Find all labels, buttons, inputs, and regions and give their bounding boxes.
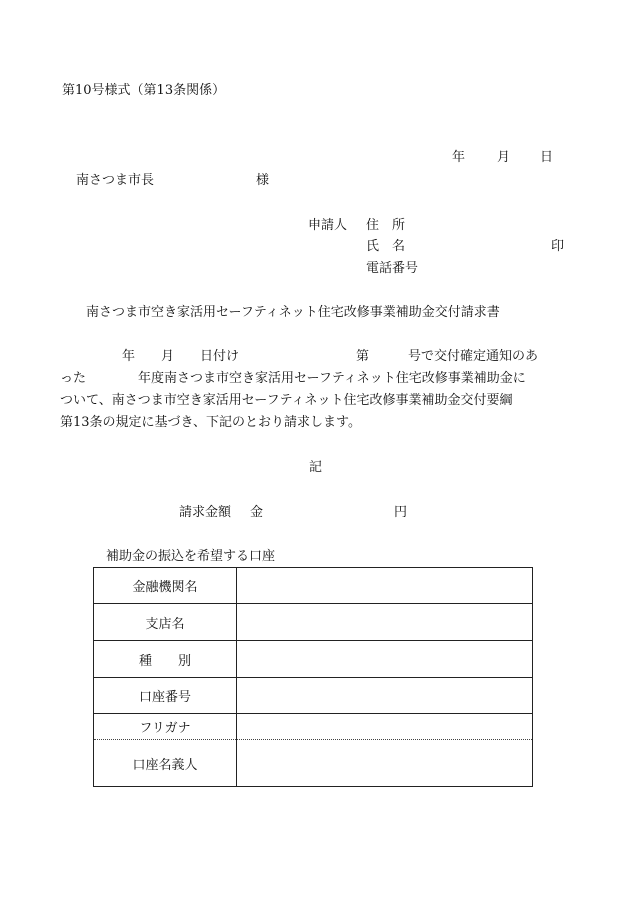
form-number: 第10号様式（第13条関係） xyxy=(62,83,226,98)
table-row xyxy=(94,740,533,787)
row-value-account-type[interactable] xyxy=(237,641,533,678)
body-line-3: ついて、南さつま市空き家活用セーフティネット住宅改修事業補助金交付要綱 xyxy=(60,393,513,408)
ki-heading: 記 xyxy=(309,460,323,475)
body-line-2: った 年度南さつま市空き家活用セーフティネット住宅改修事業補助金に xyxy=(60,371,526,386)
body-line-4: 第13条の規定に基づき、下記のとおり請求します。 xyxy=(60,415,361,430)
table-row xyxy=(94,678,533,714)
address-label: 住 所 xyxy=(366,218,406,233)
applicant-label: 申請人 xyxy=(308,218,348,233)
addressee-honorific: 様 xyxy=(256,173,270,188)
document-title: 南さつま市空き家活用セーフティネット住宅改修事業補助金交付請求書 xyxy=(86,305,500,320)
amount-label: 請求金額 xyxy=(179,505,232,520)
row-value-account-number[interactable] xyxy=(237,678,533,714)
table-row xyxy=(94,568,533,604)
row-value-branch-name[interactable] xyxy=(237,604,533,641)
date-year: 年 xyxy=(452,150,466,165)
row-label-furigana: フリガナ xyxy=(94,714,237,740)
row-value-bank-name[interactable] xyxy=(237,568,533,604)
amount-prefix: 金 xyxy=(250,505,264,520)
row-label-account-holder: 口座名義人 xyxy=(94,740,237,787)
account-section-label: 補助金の振込を希望する口座 xyxy=(106,549,276,564)
row-label-account-number: 口座番号 xyxy=(94,678,237,714)
account-table xyxy=(93,567,533,787)
table-row xyxy=(94,604,533,641)
amount-unit: 円 xyxy=(394,505,408,520)
table-row xyxy=(94,641,533,678)
row-value-furigana[interactable] xyxy=(237,714,533,740)
seal-mark: 印 xyxy=(551,239,565,254)
row-value-account-holder[interactable] xyxy=(237,740,533,787)
row-label-branch-name: 支店名 xyxy=(94,604,237,641)
name-label: 氏 名 xyxy=(366,239,406,254)
date-day: 日 xyxy=(540,150,554,165)
row-label-bank-name: 金融機関名 xyxy=(94,568,237,604)
body-line-1: 年 月 日付け 第 号で交付確定通知のあ xyxy=(122,349,539,364)
table-row xyxy=(94,714,533,740)
row-label-account-type: 種 別 xyxy=(94,641,237,678)
phone-label: 電話番号 xyxy=(366,261,419,276)
date-month: 月 xyxy=(497,150,511,165)
addressee-name: 南さつま市長 xyxy=(76,173,155,188)
